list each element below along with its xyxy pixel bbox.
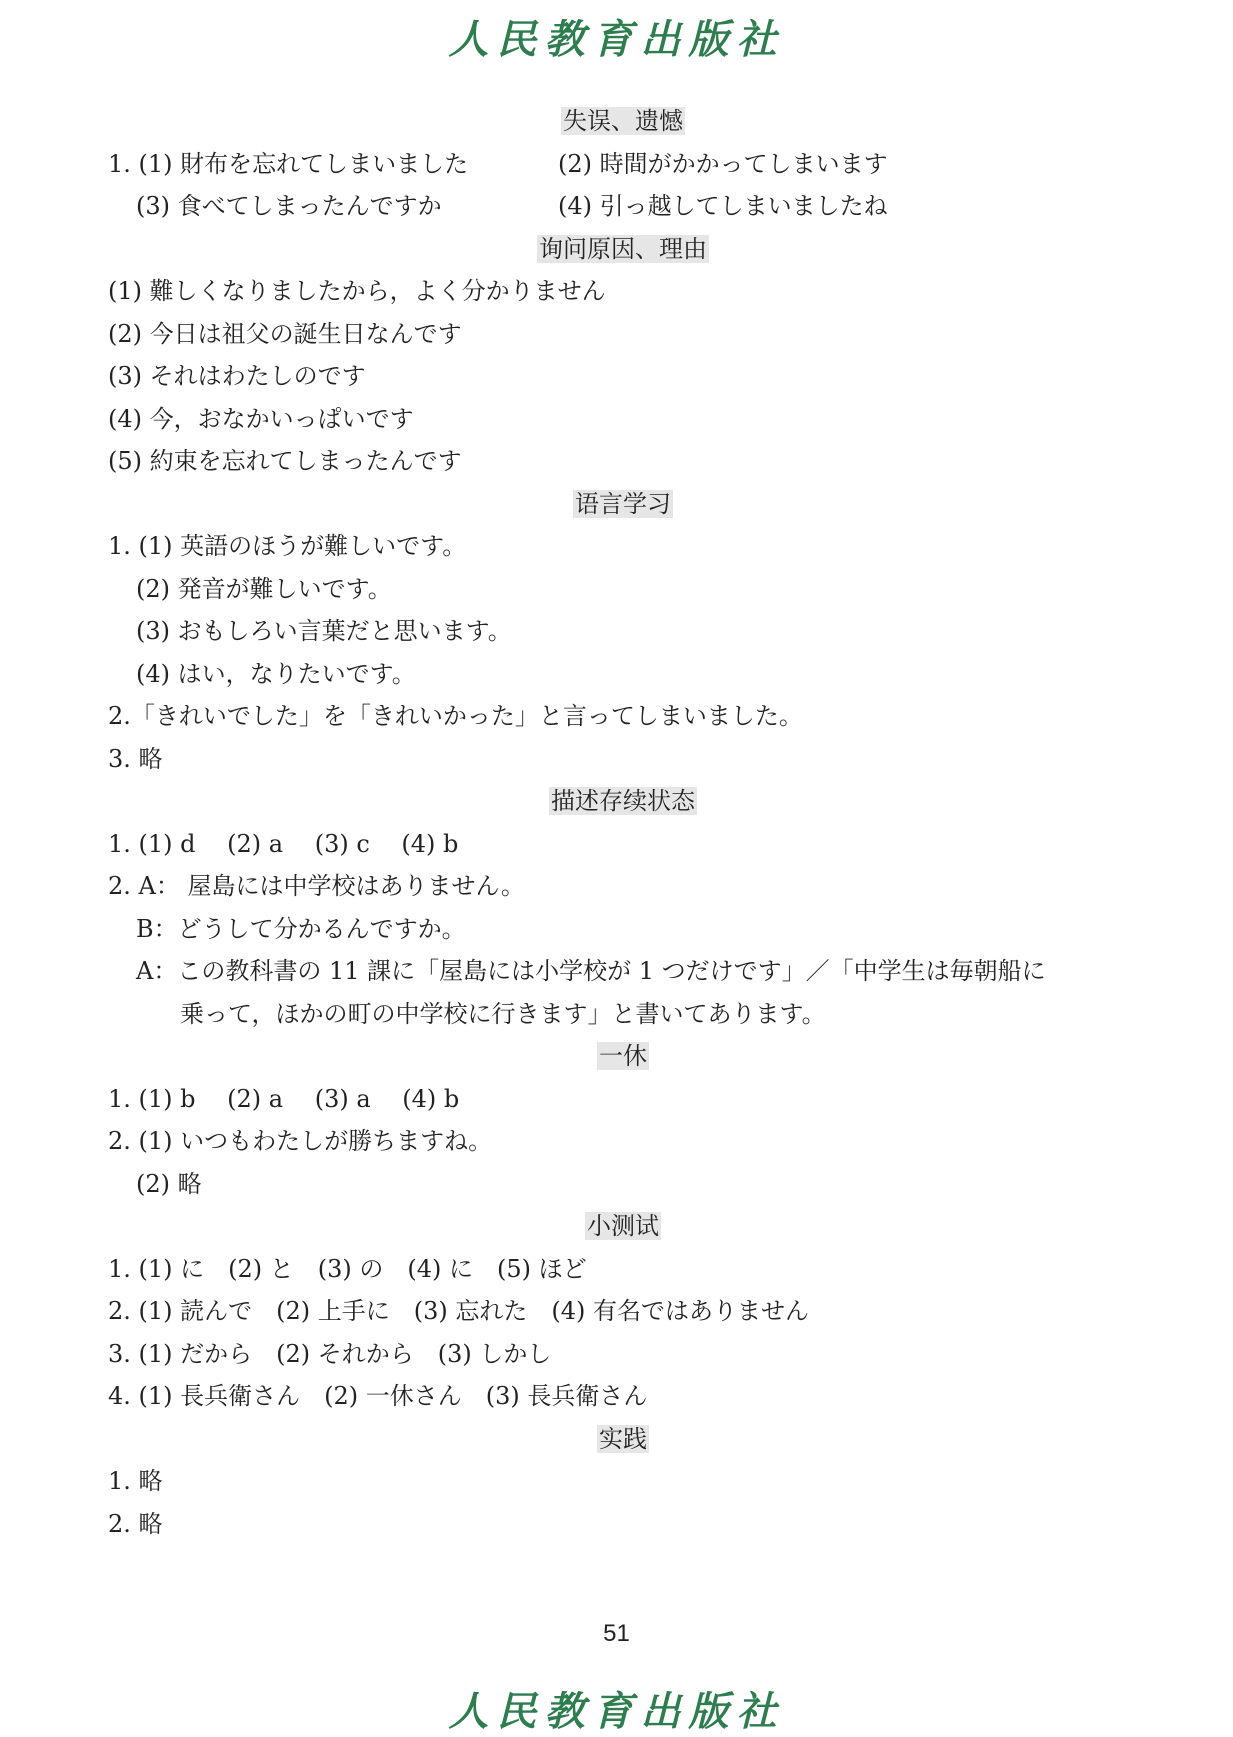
answer-line: (2) 今日は祖父の誕生日なんです [108,319,462,348]
answer-line: (3) 食べてしまったんですか (4) 引っ越してしまいましたね [136,192,888,220]
answer-line: 4. (1) 長兵衛さん (2) 一休さん (3) 長兵衛さん [108,1382,648,1410]
answer-line: B：どうして分かるんですか。 [136,914,466,943]
answer-line: 乗って，ほかの町の中学校に行きます」と書いてあります。 [180,999,826,1028]
answer-line: 2.「きれいでした」を「きれいかった」と言ってしまいました。 [108,702,803,730]
answer-line: 1. (1) d (2) a (3) c (4) b [108,829,459,858]
section-heading: 失误、遗憾 [563,107,683,135]
answer-line: 2. (1) 読んで (2) 上手に (3) 忘れた (4) 有名ではありません [108,1297,810,1325]
answer-line: 2. (1) いつもわたしが勝ちますね。 [108,1127,493,1155]
publisher-logo-header: 人民教育出版社 [448,16,785,63]
answer-line: (2) 発音が難しいです。 [136,574,392,603]
answer-line: A：この教科書の 11 課に「屋島には小学校が 1 つだけです」／「中学生は毎朝船に [136,957,1046,985]
section-heading: 小测试 [587,1212,659,1240]
answer-line: 2. A： 屋島には中学校はありません。 [108,872,525,900]
answer-line: 1. (1) 英語のほうが難しいです。 [108,532,467,560]
answer-line: (5) 約束を忘れてしまったんです [108,447,462,475]
answer-line: 3. 略 [108,744,163,773]
section-heading: 询问原因、理由 [539,234,707,263]
answer-line: (4) はい，なりたいです。 [136,659,416,688]
publisher-logo-footer: 人民教育出版社 [448,1688,785,1735]
page-number: 51 [603,1620,630,1647]
answer-line: 1. (1) 財布を忘れてしまいました (2) 時間がかかってしまいます [108,149,888,178]
section-heading: 实践 [599,1424,647,1453]
answer-key [108,100,1138,1545]
answer-line: 1. 略 [108,1467,163,1495]
answer-line: 2. 略 [108,1509,163,1538]
section-heading: 描述存续状态 [551,787,695,815]
answer-line: 1. (1) に (2) と (3) の (4) に (5) ほど [108,1254,587,1283]
answer-line: 1. (1) b (2) a (3) a (4) b [108,1084,460,1113]
answer-line: (4) 今，おなかいっぱいです [108,404,414,433]
answer-line: 3. (1) だから (2) それから (3) しかし [108,1339,552,1368]
answer-line: (1) 難しくなりましたから，よく分かりません [108,277,606,305]
section-heading: 语言学习 [575,489,671,518]
answer-line: (3) それはわたしのです [108,362,366,390]
answer-line: (3) おもしろい言葉だと思います。 [136,617,512,645]
answer-line: (2) 略 [136,1169,202,1198]
section-heading: 一休 [599,1042,647,1070]
